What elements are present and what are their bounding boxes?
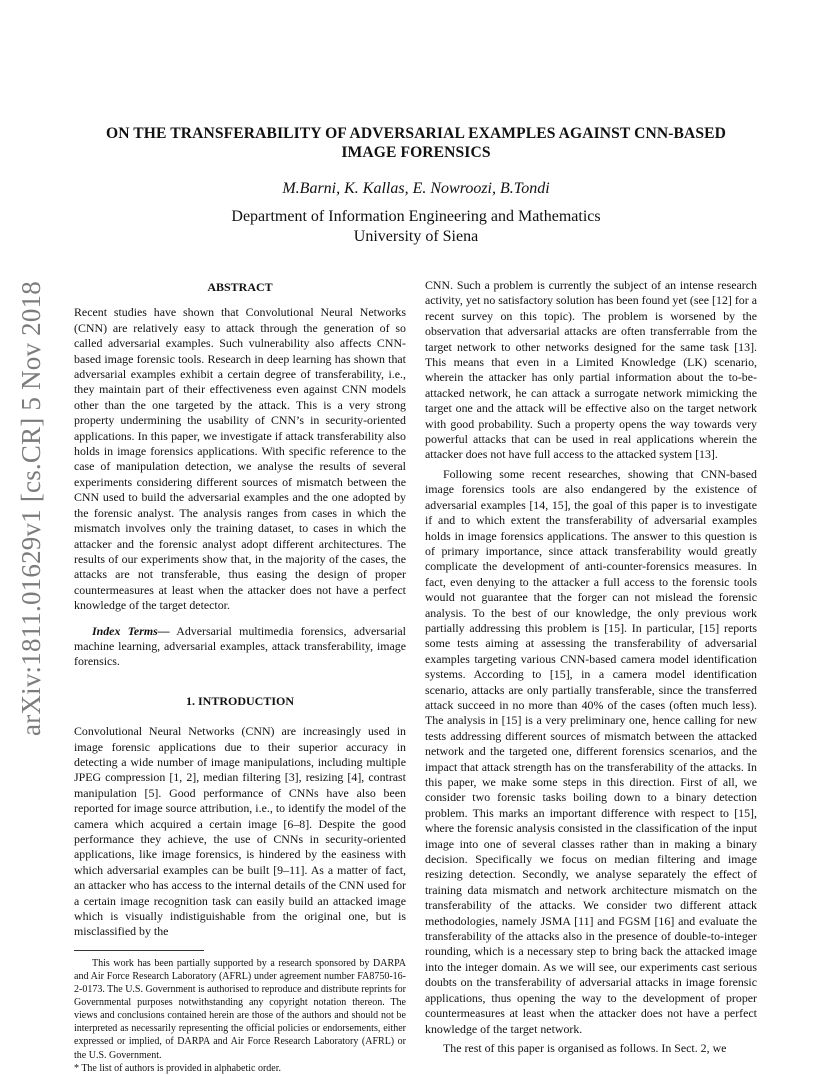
abstract-heading: ABSTRACT xyxy=(207,280,273,294)
paper-title-line-2: IMAGE FORENSICS xyxy=(341,144,491,161)
paper-authors: M.Barni, K. Kallas, E. Nowroozi, B.Tondi xyxy=(282,180,550,197)
affiliation xyxy=(74,207,758,246)
arxiv-identifier-stamp xyxy=(14,258,48,758)
intro-paragraph-4: The rest of this paper is organised as follows. In Sect. 2, we xyxy=(443,1040,727,1055)
abstract-text: Recent studies have shown that Convolutional Neural Networks (CNN) are relatively easy to attack through the generation of so called adversarial examples. Such vulnerability also affects CNN-based image forensic tools. Research in deep learning has shown that adversarial examples exhibit a certain degree of transferability, i.e., they maintain part of their effectiveness even against CNN models other than the one targeted by the attack. This is a very strong property undermining the usability of CNN’s in security-oriented applications. In this paper, we investigate if attack transferability also holds in image forensics applications. With specific reference to the case of manipulation detection, we analyse the results of several experiments considering different sources of mismatch between the CNN used to build the adversarial examples and the one adopted by the forensic analyst. The analysis ranges from cases in which the mismatch involves only the training dataset, to cases in which the attacker and the forensic analyst adopt different architectures. The results of our experiments show that, in the majority of the cases, the attacks are not transferable, thus easing the design of proper countermeasures at least when the attacker does not have a perfect knowledge of the target detector. xyxy=(74,305,406,613)
index-terms-text: Adversarial multimedia forensics, adversarial machine learning, adversarial examples, attack transferability, image forensics. xyxy=(74,623,406,669)
funding-footnote: This work has been partially supported by a research sponsored by DARPA and Air Force Research Laboratory (AFRL) under agreement number FA8750-16-2-0173. The U.S. Government is authorised to reproduce and distribute reprints for Governmental purposes notwithstanding any copyright notation thereon. The views and conclusions contained herein are those of the authors and should not be interpreted as necessarily representing the official policies or endorsements, either expressed or implied, of DARPA and Air Force Research Laboratory (AFRL) or the U.S. Government. xyxy=(74,957,406,1061)
affiliation-line-2: University of Siena xyxy=(353,227,479,245)
paper-title xyxy=(74,124,758,162)
left-column xyxy=(74,280,406,1075)
footnote-divider xyxy=(74,950,204,951)
paper-title-line-1: ON THE TRANSFERABILITY OF ADVERSARIAL EXAMPLES AGAINST CNN-BASED xyxy=(105,125,727,142)
intro-paragraph-1: Convolutional Neural Networks (CNN) are increasingly used in image forensic applications due to their superior accuracy in detecting a wide number of image manipulations, including multiple JPEG compression [1, 2], median filtering [3], resizing [4], contrast manipulation [5]. Good performance of CNNs have also been reported for image source attribution, i.e., to identify the model of the camera which acquired a certain image [6–8]. Despite the good performance they achieve, the use of CNNs in security-oriented applications, like image forensics, is hindered by the easiness with which adversarial examples can be built [9–11]. As a matter of fact, an attacker who has access to the internal details of the CNN used for a certain image recognition task can easily build an attacked image which is visually indistiguishable from the original one, but is misclassified by the xyxy=(74,724,406,939)
author-order-footnote: * The list of authors is provided in alphabetic order. xyxy=(74,1062,281,1074)
introduction-heading: 1. INTRODUCTION xyxy=(185,693,294,708)
index-terms-label: Index Terms— xyxy=(92,623,170,638)
intro-paragraph-3: Following some recent researches, showing that CNN-based image forensics tools are also endangered by the existence of adversarial examples [14, 15], the goal of this paper is to investigate if and to which extent the transferability of adversarial examples holds in image forensics applications. The answer to this question is of primary importance, since attack transferability would greatly complicate the development of anti-counter-forensics measures. In fact, even denying to the attacker a full access to the forensic tools would not guarantee that the forger can not mislead the forensic analysis. To the best of our knowledge, the only previous work partially addressing this problem is [15]. In particular, [15] reports some tests aiming at assessing the transferability of adversarial examples targeting various CNN-based camera model identification systems. According to [15], in a camera model identification scenario, attacks are only partially transferable, since the transferred attack succeed in no more than 40% of the cases (often much less). The analysis in [15] is a very preliminary one, hence calling for new tests addressing different sources of mismatch between the attacked network and the targeted one, different forensics scenarios, and the impact that attack strength has on the transferability of the attacks. In this paper, we make some steps in this direction. First of all, we consider two forensic tasks boiling down to a binary detection problem. This marks an important difference with respect to [15], where the forensic analysis consisted in the classification of the input image into one of several classes rather than in making a binary decision. Specifically we focus on median filtering and image resizing detection. Secondly, we analyse separately the effect of training data mismatch and network architecture mismatch on the transferability of the attacks. We consider two different attack methodologies, namely JSMA [11] and FGSM [16] and evaluate the transferability of the attacks also in the presence of double-to-integer rounding, which is a necessary step to bring back the attacked image into the integer domain. As we will see, our experiments cast serious doubts on the transferability of adversarial attacks in image forensic applications, thus opening the way to the development of proper countermeasures at least when the attacker does not have a perfect knowledge of the target network. xyxy=(425,466,757,1036)
index-terms xyxy=(74,624,406,670)
right-column xyxy=(425,278,757,1056)
intro-paragraph-2: CNN. Such a problem is currently the subject of an intense research activity, yet no satisfactory solution has been found yet (see [12] for a recent survey on this topic). The problem is worsened by the observation that adversarial attacks are often transferrable from the target network to other networks designed for the same task [13]. This means that even in a Limited Knowledge (LK) scenario, wherein the attacker has only partial information about the to-be-attacked network, he can attack a surrogate network mimicking the target one and the attack will be effective also on the target network with good probability. Such a property opens the way towards very powerful attacks that can be used in real applications wherein the attacker does not have full access to the attacked system [13]. xyxy=(425,278,757,462)
arxiv-identifier-text: arXiv:1811.01629v1 [cs.CR] 5 Nov 2018 xyxy=(15,280,46,736)
affiliation-line-1: Department of Information Engineering and Mathematics xyxy=(231,208,601,225)
